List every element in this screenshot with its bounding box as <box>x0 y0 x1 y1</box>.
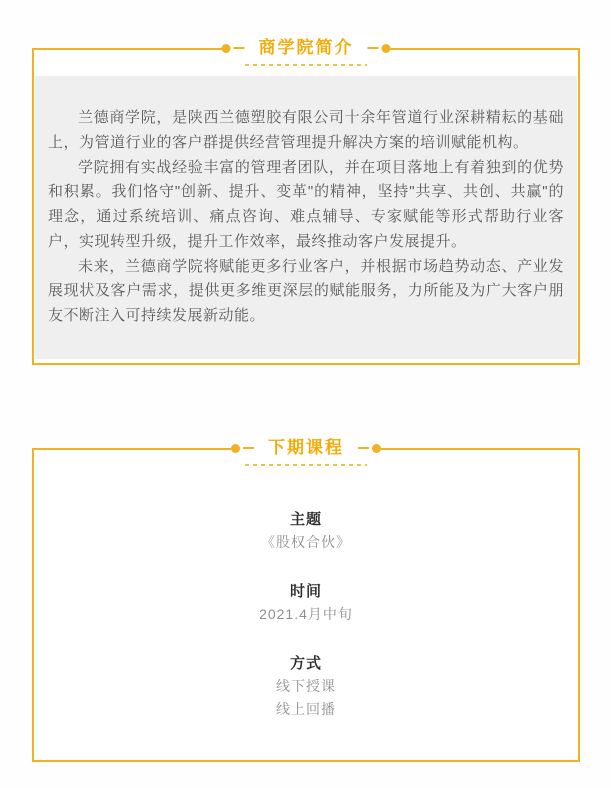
title-dot-right-icon <box>372 444 381 453</box>
course-section <box>32 438 580 762</box>
course-group-time <box>34 580 578 626</box>
course-section-title: 下期课程 <box>268 438 344 457</box>
title-dashed-underline <box>245 464 367 466</box>
course-topic-label: 主题 <box>289 511 322 528</box>
course-details <box>34 450 578 721</box>
title-dot-left-icon <box>231 444 240 453</box>
title-dot-left-icon <box>222 44 231 53</box>
intro-text-panel <box>35 76 577 359</box>
course-group-method <box>34 652 578 721</box>
intro-paragraph-2: 学院拥有实战经验丰富的管理者团队，并在项目落地上有着独到的优势和积累。我们恪守"创新、提升、变革"的精神，坚持"共享、共创、共赢"的理念，通过系统培训、痛点咨询、难点辅导、专家赋能等形式帮助行业客户，实现转型升级，提升工作效率，最终推动客户发展提升。 <box>48 158 564 250</box>
course-method-label: 方式 <box>289 655 322 672</box>
course-method-value-offline: 线下授课 <box>276 678 336 694</box>
title-dot-right-icon <box>382 44 391 53</box>
course-topic-value: 《股权合伙》 <box>261 534 351 550</box>
title-dashed-underline <box>245 64 367 66</box>
intro-section-title: 商学院简介 <box>258 38 354 57</box>
intro-section <box>32 38 580 365</box>
title-line-right <box>368 47 379 49</box>
title-line-left <box>234 47 245 49</box>
intro-section-header <box>222 35 391 61</box>
course-time-label: 时间 <box>289 583 322 600</box>
title-line-left <box>243 447 254 449</box>
course-method-value-online: 线上回播 <box>276 701 336 717</box>
course-section-header <box>231 435 381 461</box>
title-line-right <box>358 447 369 449</box>
course-group-topic <box>34 508 578 554</box>
course-time-value: 2021.4月中旬 <box>259 606 353 622</box>
intro-paragraph-3: 未来，兰德商学院将赋能更多行业客户，并根据市场趋势动态、产业发展现状及客户需求，提供更多维更深层的赋能服务，力所能及为广大客户朋友不断注入可持续发展新动能。 <box>48 257 564 324</box>
intro-paragraph-1: 兰德商学院，是陕西兰德塑胶有限公司十余年管道行业深耕精耘的基础上，为管道行业的客户群提供经营管理提升解决方案的培训赋能机构。 <box>48 109 564 151</box>
